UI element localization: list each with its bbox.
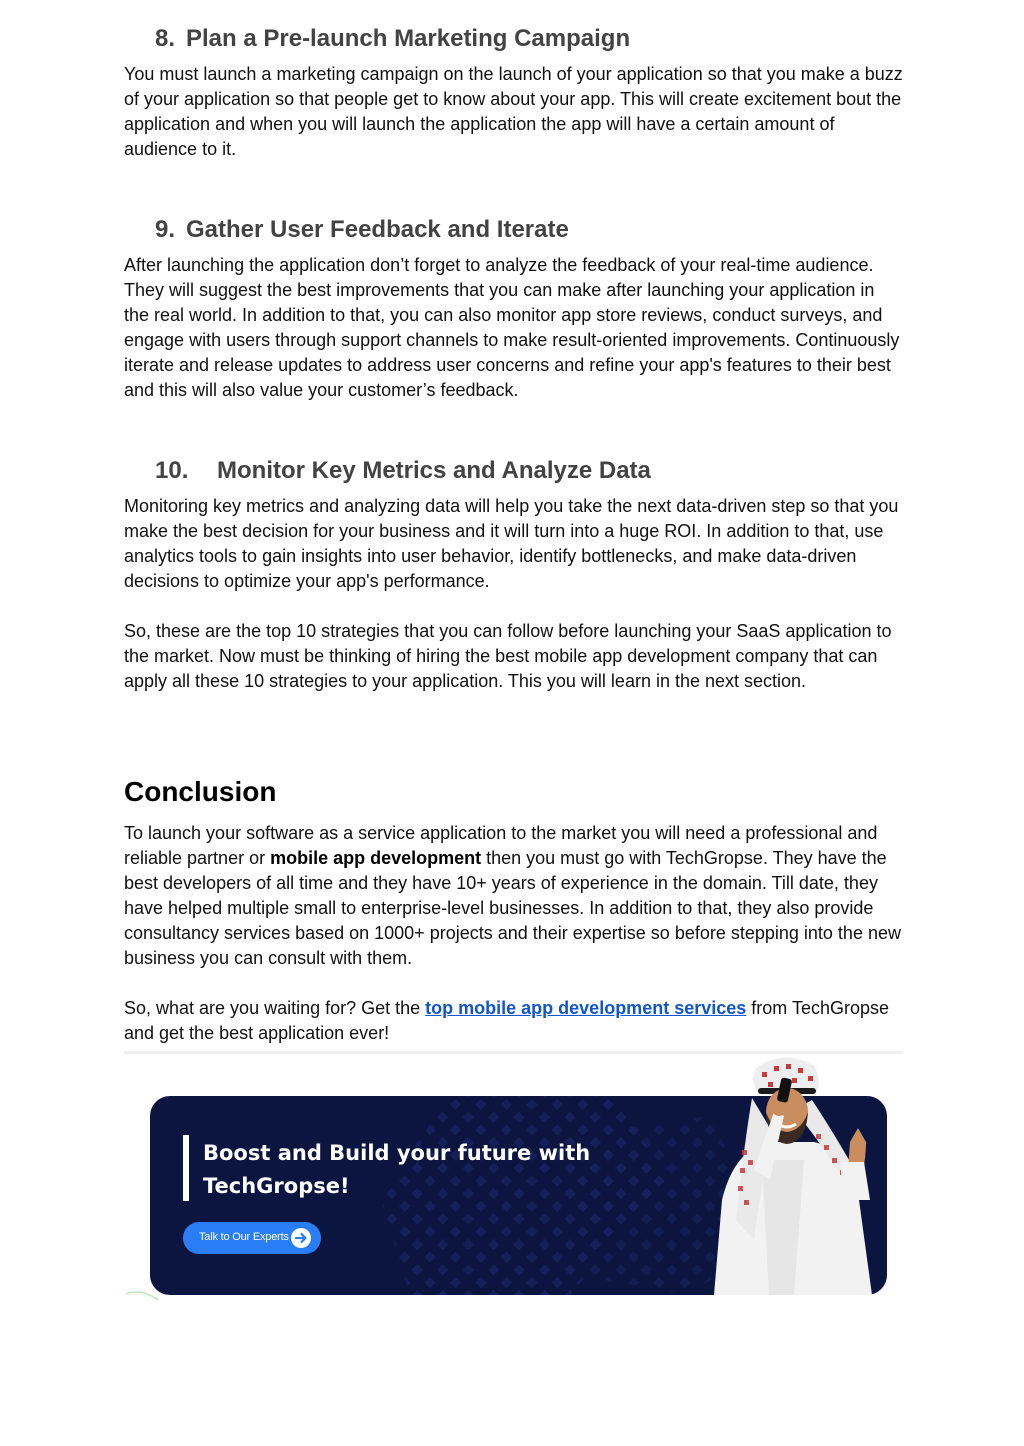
conclusion-heading: Conclusion: [124, 776, 277, 807]
bold-keyword: mobile app development: [270, 848, 482, 868]
section-number: 10.: [155, 457, 189, 484]
section-heading-9: [155, 215, 569, 245]
promo-banner-area: [124, 1050, 904, 1310]
section-number: 9.: [155, 216, 176, 243]
banner-title: Boost and Build your future with TechGropse!: [203, 1141, 591, 1198]
decorative-arc: [124, 1286, 164, 1306]
accent-bar: [183, 1135, 189, 1201]
cta-label: Talk to Our Experts: [199, 1231, 289, 1243]
arrow-right-circle-icon: [291, 1228, 311, 1248]
conclusion-text: from TechGropse and get the best application ever!: [124, 998, 889, 1043]
conclusion-text: So, what are you waiting for? Get the: [124, 998, 426, 1018]
section-title: Monitor Key Metrics and Analyze Data: [217, 457, 651, 484]
summary-paragraph: So, these are the top 10 strategies that you can follow before launching your SaaS application to the market. Now must be thinking of hiring the best mobile app development company that can apply all these 10 strategies to your application. This you will learn in the next section.: [124, 621, 892, 691]
conclusion-text: then you must go with TechGropse. They have the best developers of all time and they have 10+ years of experience in the domain. Till date, they have helped multiple small to enterprise-level businesses. In addition to that, they also provide consultancy services based on 1000+ projects and their expertise so before stepping into the new business you can consult with them.: [124, 848, 901, 968]
conclusion-text: To launch your software as a service application to the market you will need a professional and reliable partner or: [124, 823, 878, 868]
section-number: 8.: [155, 25, 176, 52]
section-title: Gather User Feedback and Iterate: [186, 216, 569, 243]
services-link[interactable]: top mobile app development services: [425, 998, 747, 1018]
section-body-8: You must launch a marketing campaign on the launch of your application so that you make a buzz of your application so that people get to know about your app. This will create excitement bout the application and when you will launch the application the app will have a certain amount of audience to it.: [124, 64, 903, 159]
conclusion-paragraph-2: [124, 996, 904, 1046]
section-title: Plan a Pre-launch Marketing Campaign: [186, 25, 631, 52]
man-holding-phone-image: [644, 1050, 889, 1295]
section-heading-10: [155, 456, 651, 486]
section-body-10: Monitoring key metrics and analyzing data will help you take the next data-driven step so that you make the best decision for your business and it will turn into a huge ROI. In addition to that, use analytics tools to gain insights into user behavior, identify bottlenecks, and make data-driven decisions to optimize your app's performance.: [124, 496, 899, 591]
talk-to-experts-button[interactable]: [183, 1222, 321, 1254]
conclusion-paragraph-1: [124, 821, 904, 971]
section-body-9: After launching the application don’t forget to analyze the feedback of your real-time audience. They will suggest the best improvements that you can make after launching your application in the real world. In addition to that, you can also monitor app store reviews, conduct surveys, and engage with users through support channels to make result-oriented improvements. Continuously iterate and release updates to address user concerns and refine your app's features to their best and this will also value your customer’s feedback.: [124, 255, 900, 400]
section-heading-8: [155, 24, 630, 54]
